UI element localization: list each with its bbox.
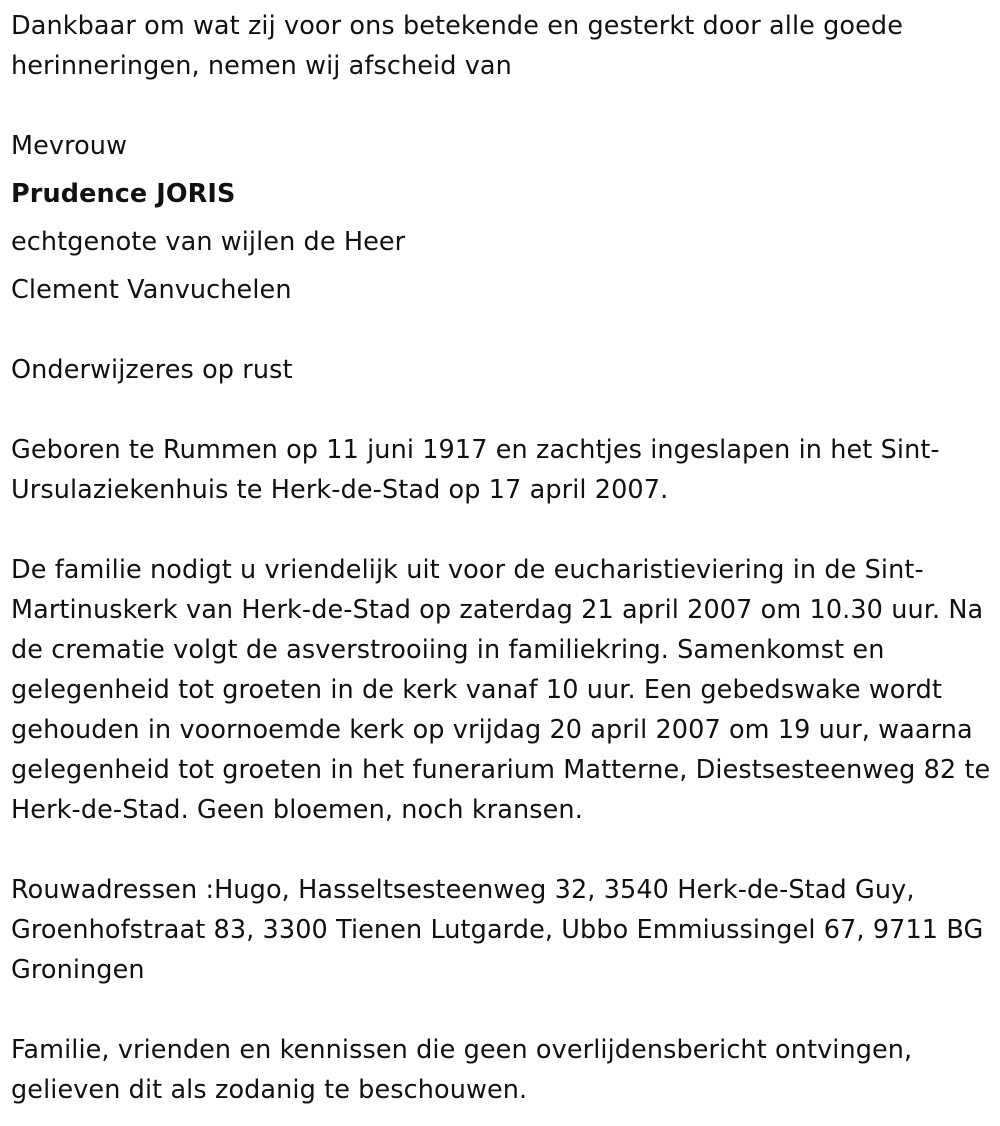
deceased-name: Prudence JORIS (11, 179, 236, 209)
occupation: Onderwijzeres op rust (11, 355, 293, 385)
spacer (11, 830, 993, 870)
obituary-notice (11, 6, 993, 1110)
spacer (11, 990, 993, 1030)
birth-death-paragraph: Geboren te Rummen op 11 juni 1917 en zachtjes ingeslapen in het Sint-Ursulaziekenhuis te Herk-de-Stad op 17 april 2007. (11, 435, 940, 505)
intro-paragraph: Dankbaar om wat zij voor ons betekende en gesterkt door alle goede herinneringen, nemen wij afscheid van (11, 11, 903, 81)
ceremony-paragraph: De familie nodigt u vriendelijk uit voor de eucharistieviering in de Sint-Martinuskerk van Herk-de-Stad op zaterdag 21 april 2007 om 10.30 uur. Na de crematie volgt de asverstrooiing in familiekring. Samenkomst en gelegenheid tot groeten in de kerk vanaf 10 uur. Een gebedswake wordt gehouden in voornoemde kerk op vrijdag 20 april 2007 om 19 uur, waarna gelegenheid tot groeten in het funerarium Matterne, Diestsesteenweg 82 te Herk-de-Stad. Geen bloemen, noch kransen. (11, 555, 991, 825)
deceased-block (11, 122, 993, 314)
honorific: Mevrouw (11, 131, 128, 161)
spouse-line-2: Clement Vanvuchelen (11, 275, 292, 305)
closing-paragraph: Familie, vrienden en kennissen die geen overlijdensbericht ontvingen, gelieven dit als zodanig te beschouwen. (11, 1035, 913, 1105)
spacer (11, 86, 993, 126)
addresses-paragraph: Rouwadressen :Hugo, Hasseltsesteenweg 32, 3540 Herk-de-Stad Guy, Groenhofstraat 83, 3300 Tienen Lutgarde, Ubbo Emmiussingel 67, 9711 BG Groningen (11, 875, 984, 985)
spacer (11, 310, 993, 350)
spouse-line-1: echtgenote van wijlen de Heer (11, 227, 406, 257)
spacer (11, 510, 993, 550)
spacer (11, 390, 993, 430)
